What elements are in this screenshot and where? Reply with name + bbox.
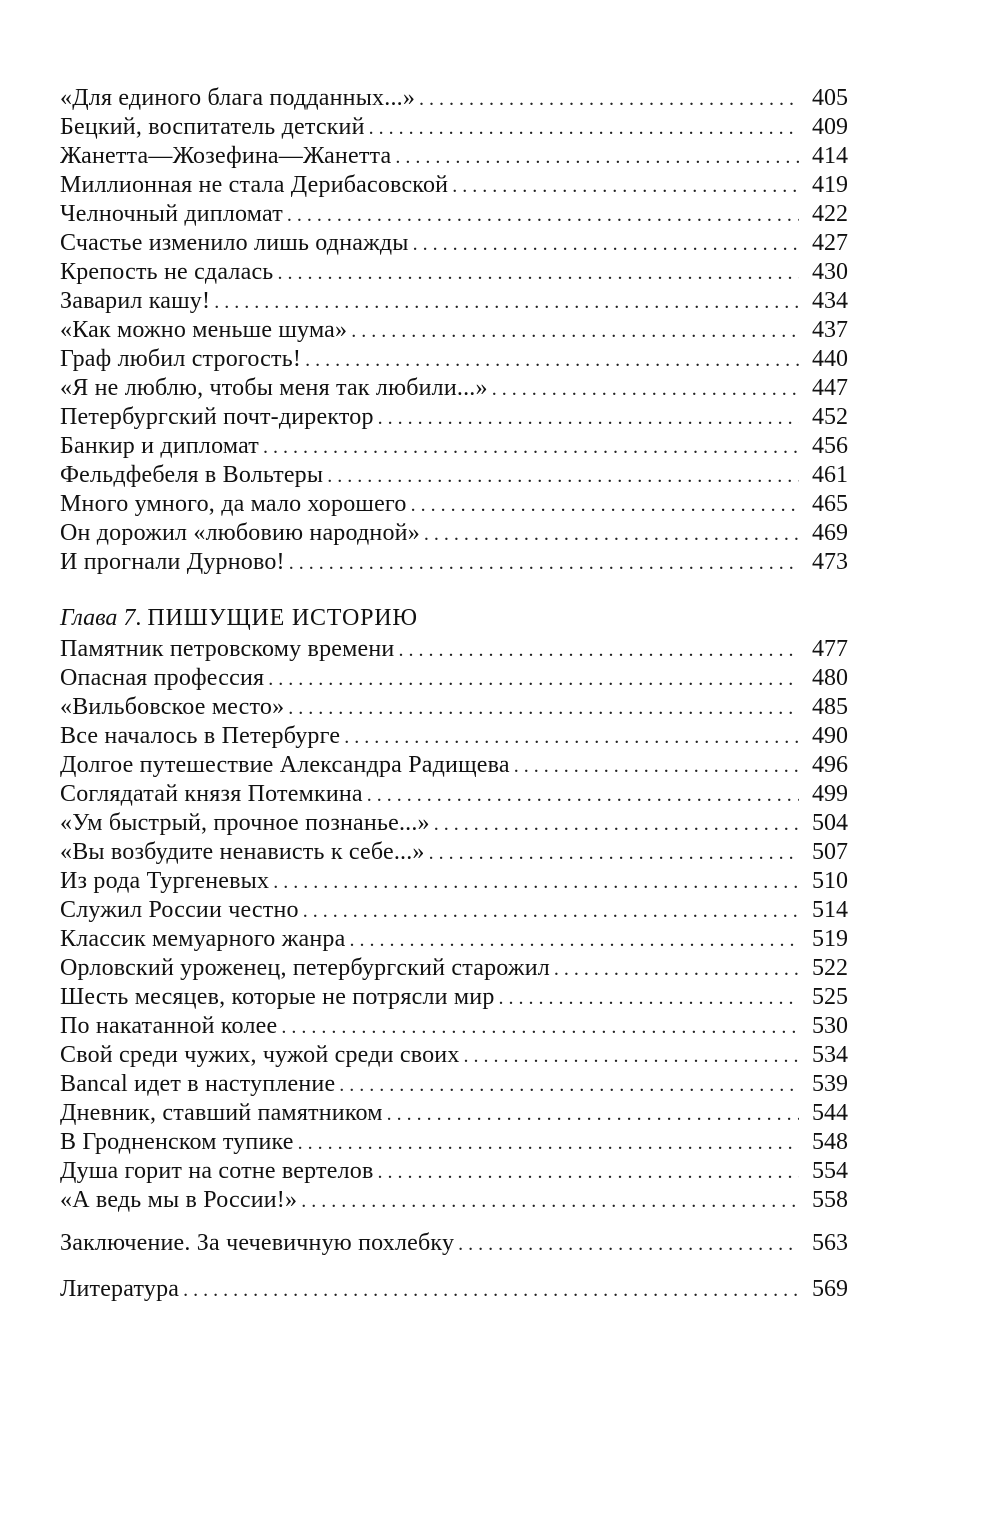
dot-leader (429, 839, 799, 868)
dot-leader (367, 781, 799, 810)
entry-title: Банкир и дипломат (60, 433, 259, 459)
toc-entry (60, 664, 848, 693)
dot-leader (464, 1042, 799, 1071)
entry-page: 496 (812, 752, 848, 778)
dot-leader (268, 665, 799, 694)
dot-leader (349, 926, 799, 955)
toc-entry (60, 461, 848, 490)
entry-page: 514 (812, 897, 848, 923)
toc-entry (60, 954, 848, 983)
entry-page: 544 (812, 1100, 848, 1126)
entry-title: Челночный дипломат (60, 201, 283, 227)
dot-leader (339, 1071, 799, 1100)
entry-page: 530 (812, 1013, 848, 1039)
chapter-separator: . (135, 605, 148, 631)
chapter-label: Глава 7 (60, 605, 136, 631)
entry-title: Много умного, да мало хорошего (60, 491, 407, 517)
entry-title: Бецкий, воспитатель детский (60, 114, 365, 140)
toc-entry (60, 258, 848, 287)
toc-entry (60, 751, 848, 780)
entry-page: 456 (812, 433, 848, 459)
entry-page: 437 (812, 317, 848, 343)
dot-leader (289, 549, 799, 578)
entry-title: Соглядатай князя Потемкина (60, 781, 363, 807)
entry-page: 522 (812, 955, 848, 981)
entry-page: 563 (812, 1230, 848, 1256)
toc-entry (60, 374, 848, 403)
section-a-list (60, 84, 848, 577)
entry-title: Литература (60, 1276, 180, 1302)
entry-title: Орловский уроженец, петербургский старожил (60, 955, 550, 981)
entry-title: Bancal идет в наступление (60, 1071, 336, 1097)
entry-page: 461 (812, 462, 848, 488)
entry-title: Долгое путешествие Александра Радищева (60, 752, 510, 778)
entry-title: «А ведь мы в России!» (60, 1187, 298, 1213)
entry-title: Заключение. За чечевичную похлебку (60, 1230, 455, 1256)
dot-leader (351, 317, 799, 346)
dot-leader (514, 752, 799, 781)
entry-title: «Как можно меньше шума» (60, 317, 348, 343)
dot-leader (214, 288, 799, 317)
toc-entry (60, 838, 848, 867)
entry-title: И прогнали Дурново! (60, 549, 285, 575)
dot-leader (424, 520, 799, 549)
toc-entry (60, 490, 848, 519)
toc-entry (60, 1041, 848, 1070)
entry-title: Дневник, ставший памятником (60, 1100, 383, 1126)
toc-entry (60, 432, 848, 461)
toc-entry (60, 1186, 848, 1215)
entry-page: 485 (812, 694, 848, 720)
dot-leader (327, 462, 799, 491)
entry-title: Памятник петровскому времени (60, 636, 395, 662)
toc-entry (60, 403, 848, 432)
toc-entry (60, 142, 848, 171)
toc-entry (60, 345, 848, 374)
dot-leader (554, 955, 799, 984)
entry-page: 569 (812, 1276, 848, 1302)
entry-title: Классик мемуарного жанра (60, 926, 346, 952)
toc-entry (60, 519, 848, 548)
entry-page: 510 (812, 868, 848, 894)
entry-title: Граф любил строгость! (60, 346, 302, 372)
entry-page: 480 (812, 665, 848, 691)
toc-entry-conclusion (60, 1229, 848, 1258)
entry-page: 452 (812, 404, 848, 430)
entry-page: 519 (812, 926, 848, 952)
entry-title: Шесть месяцев, которые не потрясли мир (60, 984, 495, 1010)
toc-entry (60, 548, 848, 577)
dot-leader (263, 433, 799, 462)
entry-title: «Я не люблю, чтобы меня так любили...» (60, 375, 488, 401)
entry-title: Он дорожил «любовию народной» (60, 520, 420, 546)
entry-title: Свой среди чужих, чужой среди своих (60, 1042, 460, 1068)
entry-title: Служил России честно (60, 897, 299, 923)
toc-entry (60, 1157, 848, 1186)
entry-title: Душа горит на сотне вертелов (60, 1158, 374, 1184)
dot-leader (434, 810, 799, 839)
entry-title: В Гродненском тупике (60, 1129, 294, 1155)
entry-page: 504 (812, 810, 848, 836)
entry-page: 465 (812, 491, 848, 517)
dot-leader (287, 201, 799, 230)
table-of-contents (60, 84, 848, 1304)
dot-leader (411, 491, 799, 520)
toc-entry (60, 722, 848, 751)
toc-entry (60, 316, 848, 345)
toc-entry (60, 780, 848, 809)
dot-leader (298, 1129, 799, 1158)
dot-leader (387, 1100, 799, 1129)
entry-page: 427 (812, 230, 848, 256)
toc-entry (60, 1128, 848, 1157)
entry-page: 539 (812, 1071, 848, 1097)
dot-leader (288, 694, 799, 723)
entry-page: 534 (812, 1042, 848, 1068)
entry-page: 419 (812, 172, 848, 198)
chapter-heading (60, 601, 848, 635)
entry-title: Заварил кашу! (60, 288, 211, 314)
toc-entry (60, 867, 848, 896)
toc-entry (60, 896, 848, 925)
entry-page: 447 (812, 375, 848, 401)
dot-leader (344, 723, 799, 752)
entry-title: «Для единого блага подданных...» (60, 85, 416, 111)
dot-leader (413, 230, 799, 259)
toc-entry (60, 693, 848, 722)
entry-title: Жанетта—Жозефина—Жанетта (60, 143, 392, 169)
dot-leader (377, 1158, 799, 1187)
entry-page: 490 (812, 723, 848, 749)
entry-title: Крепость не сдалась (60, 259, 274, 285)
dot-leader (378, 404, 799, 433)
toc-entry (60, 287, 848, 316)
dot-leader (183, 1276, 799, 1305)
toc-entry (60, 1012, 848, 1041)
entry-title: Миллионная не стала Дерибасовской (60, 172, 449, 198)
entry-title: По накатанной колее (60, 1013, 278, 1039)
toc-entry (60, 635, 848, 664)
toc-entry (60, 983, 848, 1012)
entry-title: «Ум быстрый, прочное познанье...» (60, 810, 430, 836)
entry-page: 430 (812, 259, 848, 285)
entry-page: 473 (812, 549, 848, 575)
entry-title: Все началось в Петербурге (60, 723, 341, 749)
entry-page: 440 (812, 346, 848, 372)
dot-leader (281, 1013, 799, 1042)
entry-title: Из рода Тургеневых (60, 868, 270, 894)
dot-leader (305, 346, 799, 375)
dot-leader (398, 636, 799, 665)
dot-leader (499, 984, 799, 1013)
dot-leader (419, 85, 799, 114)
dot-leader (277, 259, 799, 288)
toc-entry (60, 809, 848, 838)
dot-leader (369, 114, 799, 143)
entry-title: Фельдфебеля в Вольтеры (60, 462, 324, 488)
toc-entry (60, 84, 848, 113)
chapter7-list (60, 635, 848, 1215)
entry-page: 558 (812, 1187, 848, 1213)
toc-entry (60, 229, 848, 258)
chapter-title: ПИШУЩИЕ ИСТОРИЮ (147, 605, 418, 631)
entry-page: 525 (812, 984, 848, 1010)
entry-title: Счастье изменило лишь однажды (60, 230, 409, 256)
entry-page: 434 (812, 288, 848, 314)
entry-page: 405 (812, 85, 848, 111)
entry-title: Опасная профессия (60, 665, 265, 691)
entry-page: 469 (812, 520, 848, 546)
entry-title: «Вы возбудите ненависть к себе...» (60, 839, 425, 865)
toc-entry (60, 171, 848, 200)
dot-leader (301, 1187, 799, 1216)
dot-leader (395, 143, 799, 172)
entry-page: 507 (812, 839, 848, 865)
toc-entry (60, 200, 848, 229)
toc-entry-literature (60, 1275, 848, 1304)
entry-page: 414 (812, 143, 848, 169)
toc-entry (60, 1099, 848, 1128)
entry-page: 548 (812, 1129, 848, 1155)
dot-leader (452, 172, 799, 201)
entry-page: 409 (812, 114, 848, 140)
entry-page: 422 (812, 201, 848, 227)
dot-leader (458, 1230, 799, 1259)
entry-title: Петербургский почт-директор (60, 404, 374, 430)
entry-page: 554 (812, 1158, 848, 1184)
toc-entry (60, 925, 848, 954)
toc-entry (60, 113, 848, 142)
entry-title: «Вильбовское место» (60, 694, 285, 720)
entry-page: 477 (812, 636, 848, 662)
dot-leader (273, 868, 799, 897)
dot-leader (303, 897, 799, 926)
entry-page: 499 (812, 781, 848, 807)
toc-entry (60, 1070, 848, 1099)
dot-leader (492, 375, 799, 404)
